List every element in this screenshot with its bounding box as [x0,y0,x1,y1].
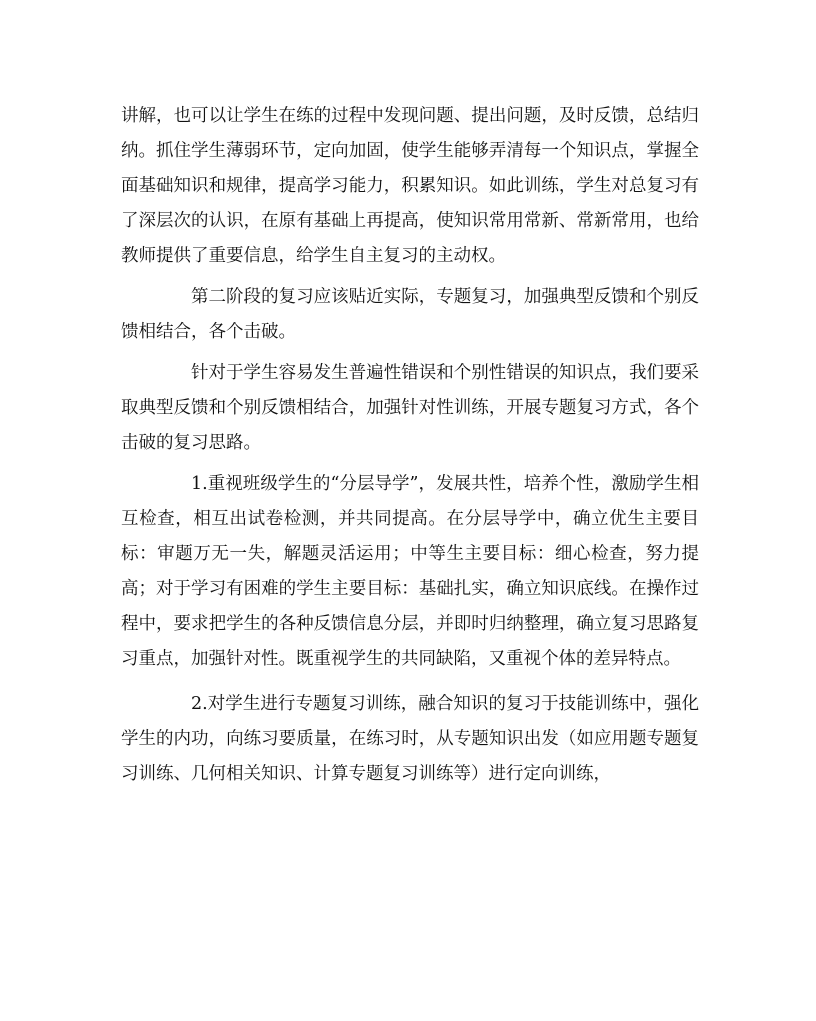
paragraph-targeted-feedback: 针对于学生容易发生普遍性错误和个别性错误的知识点，我们要采取典型反馈和个别反馈相结合，加强针对性训练，开展专题复习方式，各个击破的复习思路。 [121,363,699,453]
paragraph-stage-two: 第二阶段的复习应该贴近实际，专题复习，加强典型反馈和个别反馈相结合，各个击破。 [121,287,699,342]
paragraph-item-2-topic-training: 2.对学生进行专题复习训练，融合知识的复习于技能训练中，强化学生的内功，向练习要质量，在练习时，从专题知识出发（如应用题专题复习训练、几何相关知识、计算专题复习训练等）进行定向训练， [121,694,699,784]
document-body [121,99,699,792]
paragraph-item-1-layered-guidance: 1.重视班级学生的“分层导学”，发展共性，培养个性，激励学生相互检查，相互出试卷检测，并共同提高。在分层导学中，确立优生主要目标：审题万无一失，解题灵活运用；中等生主要目标：细心检查，努力提高；对于学习有困难的学生主要目标：基础扎实，确立知识底线。在操作过程中，要求把学生的各种反馈信息分层，并即时归纳整理，确立复习思路复习重点，加强针对性。既重视学生的共同缺陷，又重视个体的差异特点。 [121,474,699,669]
paragraph-review-summary: 讲解，也可以让学生在练的过程中发现问题、提出问题，及时反馈，总结归纳。抓住学生薄弱环节，定向加固，使学生能够弄清每一个知识点，掌握全面基础知识和规律，提高学习能力，积累知识。如此训练，学生对总复习有了深层次的认识，在原有基础上再提高，使知识常用常新、常新常用，也给教师提供了重要信息，给学生自主复习的主动权。 [121,106,699,266]
paragraph-spacer [121,677,699,687]
